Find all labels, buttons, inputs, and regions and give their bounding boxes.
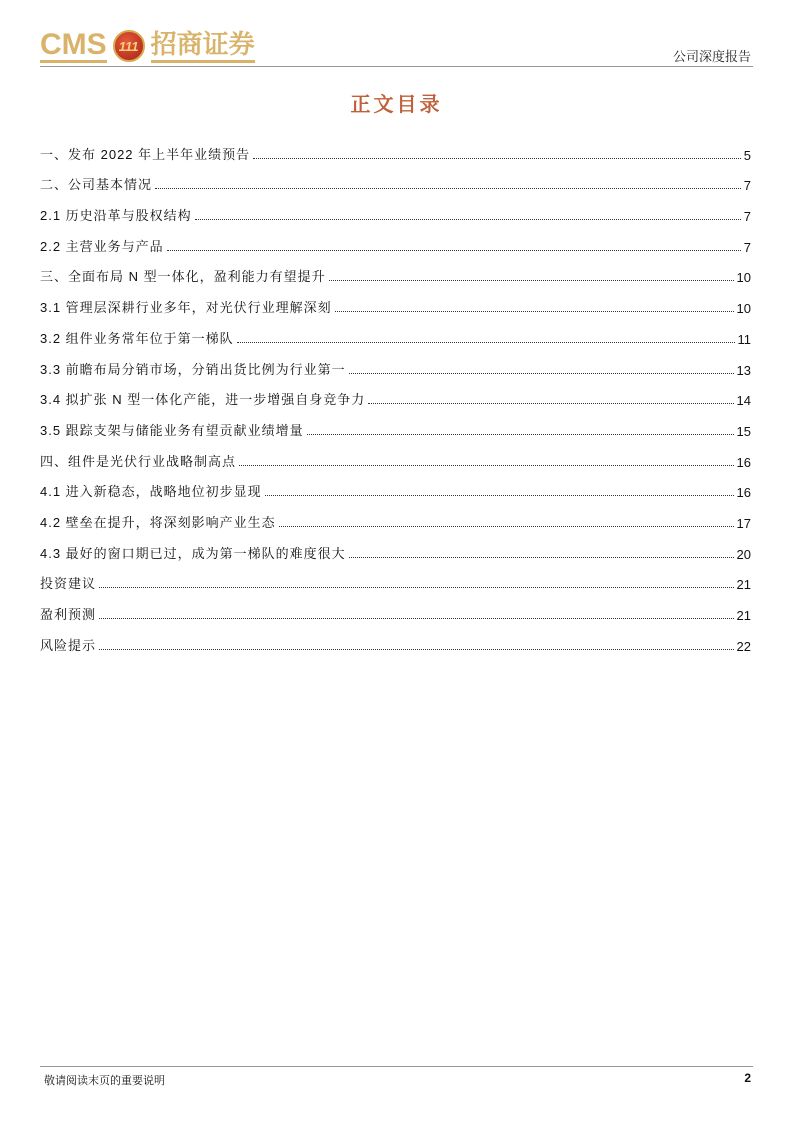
- toc-entry-title: 3.5 跟踪支架与储能业务有望贡献业绩增量: [40, 422, 304, 438]
- toc-entry-page: 21: [736, 608, 751, 623]
- toc-entry[interactable]: [40, 531, 751, 562]
- logo-latin: CMS: [40, 27, 107, 61]
- toc-entry-page: 7: [743, 209, 751, 225]
- toc-entry[interactable]: [40, 316, 751, 347]
- header-divider: [40, 66, 753, 67]
- toc-entry[interactable]: [40, 132, 751, 163]
- toc-leader-dots: [167, 250, 741, 251]
- toc-leader-dots: [279, 526, 734, 527]
- toc-entry-page: 21: [736, 577, 751, 593]
- toc-leader-dots: [349, 373, 734, 374]
- toc-entry-title: 四、组件是光伏行业战略制高点: [40, 453, 237, 469]
- toc-entry-title: 投资建议: [40, 576, 97, 592]
- toc-entry[interactable]: [40, 347, 751, 378]
- toc-entry[interactable]: [40, 500, 751, 531]
- toc-entry[interactable]: [40, 439, 751, 470]
- toc-leader-dots: [99, 649, 734, 650]
- toc-entry-page: 11: [737, 331, 751, 347]
- toc-entry-page: 16: [736, 485, 751, 501]
- toc-entry[interactable]: [40, 224, 751, 255]
- toc-entry-title: 3.4 拟扩张 N 型一体化产能，进一步增强自身竞争力: [40, 392, 366, 408]
- toc-entry-title: 2.2 主营业务与产品: [40, 238, 164, 254]
- toc-leader-dots: [237, 342, 735, 343]
- page-number: 2: [744, 1071, 751, 1085]
- toc-leader-dots: [307, 434, 734, 435]
- toc-entry[interactable]: [40, 623, 751, 654]
- toc-leader-dots: [349, 557, 734, 558]
- toc-entry[interactable]: [40, 470, 751, 501]
- toc-entry-page: 20: [736, 546, 751, 562]
- toc-entry-page: 14: [736, 393, 751, 409]
- toc-entry-page: 10: [736, 270, 751, 286]
- toc-entry[interactable]: [40, 285, 751, 316]
- logo-seal-icon: 111: [113, 30, 145, 62]
- toc-entry-page: 15: [736, 423, 751, 439]
- toc-entry[interactable]: [40, 193, 751, 224]
- toc-leader-dots: [99, 618, 734, 619]
- toc-entry-title: 3.3 前瞻布局分销市场，分销出货比例为行业第一: [40, 361, 346, 377]
- toc-leader-dots: [265, 495, 734, 496]
- toc-entry-title: 3.2 组件业务常年位于第一梯队: [40, 330, 234, 346]
- toc-entry-title: 一、发布 2022 年上半年业绩预告: [40, 146, 251, 162]
- toc-leader-dots: [195, 219, 741, 220]
- toc-entry[interactable]: [40, 255, 751, 286]
- toc-entry-title: 4.3 最好的窗口期已过，成为第一梯队的难度很大: [40, 545, 346, 561]
- toc-entry[interactable]: [40, 378, 751, 409]
- toc-leader-dots: [239, 465, 734, 466]
- toc-leader-dots: [253, 158, 741, 159]
- toc-entry-title: 4.1 进入新稳态，战略地位初步显现: [40, 484, 262, 500]
- toc-entry-page: 22: [736, 638, 751, 654]
- toc-entry-title: 盈利预测: [40, 607, 97, 622]
- footer-divider: [40, 1066, 753, 1067]
- footer-notice: 敬请阅读末页的重要说明: [44, 1075, 165, 1087]
- toc-leader-dots: [99, 587, 734, 588]
- toc-entry-title: 4.2 壁垒在提升，将深刻影响产业生态: [40, 514, 276, 530]
- toc-leader-dots: [329, 280, 734, 281]
- toc-entry-page: 10: [736, 301, 751, 317]
- toc-leader-dots: [155, 188, 741, 189]
- report-type: 公司深度报告: [672, 49, 751, 64]
- toc-entry-page: 17: [736, 515, 751, 531]
- toc-entry-page: 16: [736, 454, 751, 470]
- toc-entry[interactable]: [40, 592, 751, 623]
- toc-leader-dots: [335, 311, 734, 312]
- toc-entry-title: 三、全面布局 N 型一体化，盈利能力有望提升: [40, 269, 326, 285]
- toc-leader-dots: [368, 403, 733, 404]
- logo-chinese: 招商证券: [151, 30, 255, 63]
- toc-entry[interactable]: [40, 562, 751, 593]
- toc-entry-page: 13: [736, 362, 751, 378]
- page-title: 正文目录: [350, 94, 443, 116]
- table-of-contents: [40, 132, 751, 654]
- toc-entry-title: 2.1 历史沿革与股权结构: [40, 208, 192, 224]
- toc-entry[interactable]: [40, 163, 751, 194]
- toc-entry-page: 5: [743, 147, 751, 163]
- toc-entry[interactable]: [40, 408, 751, 439]
- toc-entry-page: 7: [743, 178, 751, 194]
- cms-logo: [40, 28, 255, 64]
- toc-entry-title: 风险提示: [40, 637, 97, 653]
- toc-entry-title: 二、公司基本情况: [40, 177, 153, 193]
- toc-entry-page: 7: [743, 239, 751, 255]
- toc-entry-title: 3.1 管理层深耕行业多年，对光伏行业理解深刻: [40, 300, 332, 316]
